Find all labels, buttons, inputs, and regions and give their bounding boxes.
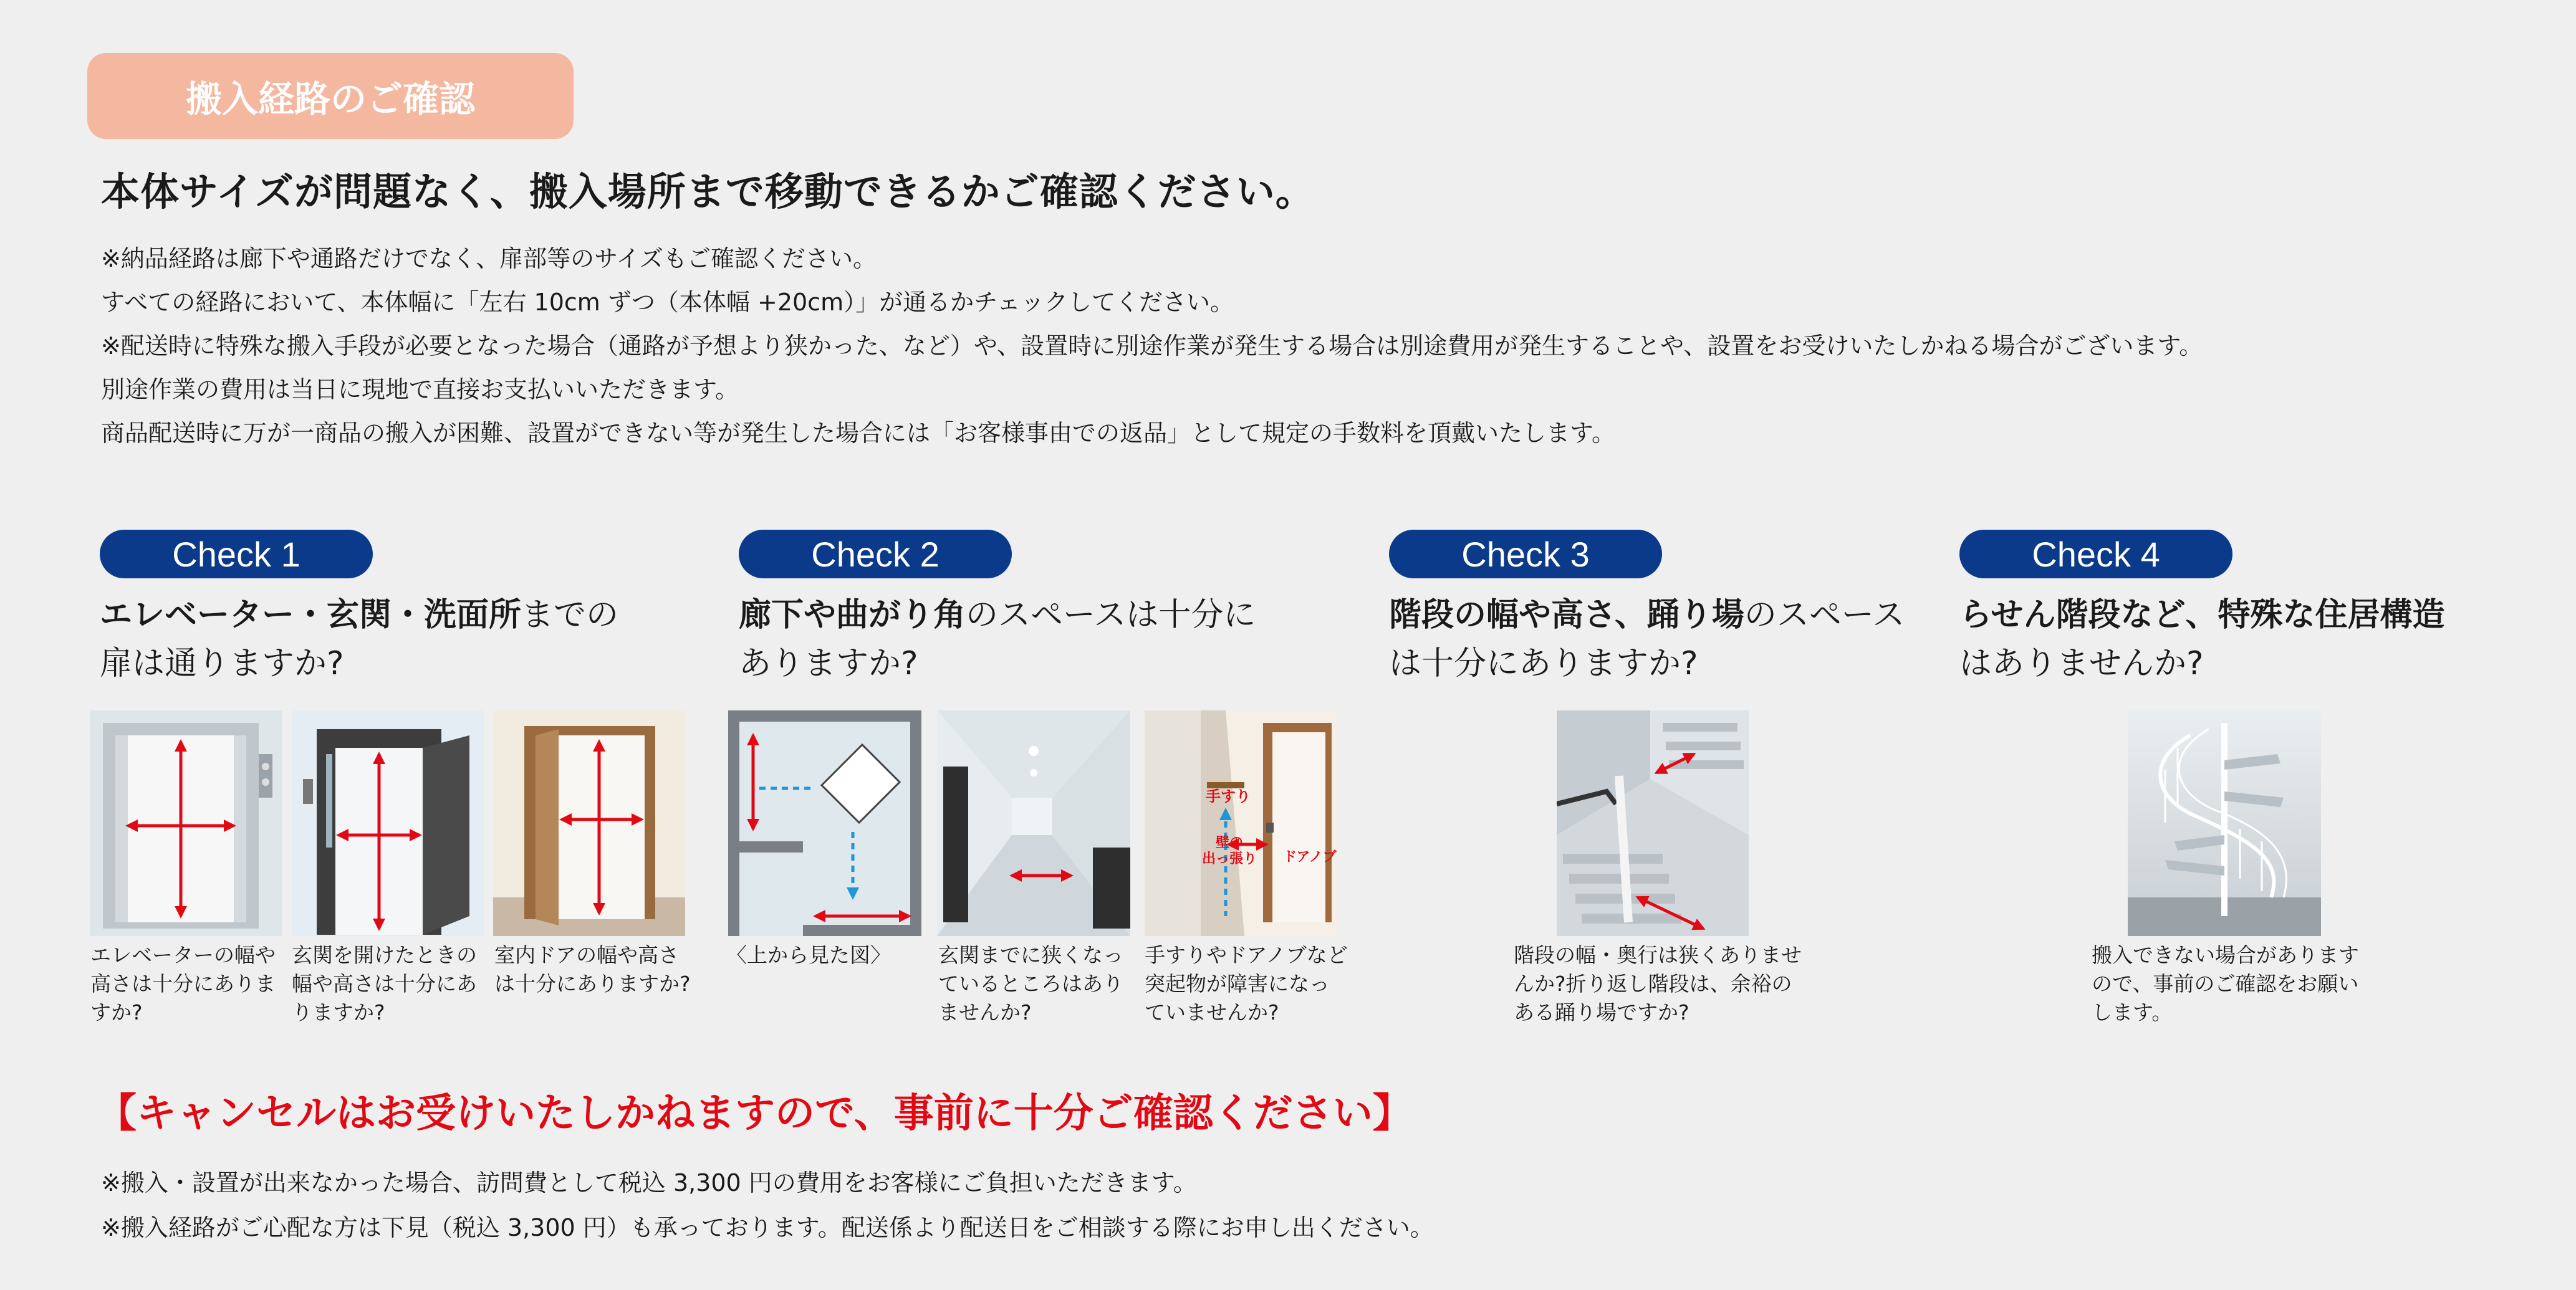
check-4-badge: Check 4 xyxy=(1959,530,2232,578)
note-line: ※配送時に特殊な搬入手段が必要となった場合（通路が予想より狭かった、など）や、設置時に別途作業が発生する場合は別途費用が発生することや、設置をお受けいたしかねる場合がございます。 xyxy=(101,332,2203,360)
handrail-illustration xyxy=(1145,710,1337,936)
spiral-staircase-illustration xyxy=(2128,710,2321,936)
check-4-title: らせん階段など、特殊な住居構造 はありませんか? xyxy=(1959,596,2445,682)
footer-note-line: ※搬入経路がご心配な方は下見（税込 3,300 円）も承っております。配送係より配送日をご相談する際にお申し出ください。 xyxy=(101,1214,1434,1241)
cancel-warning: 【キャンセルはお受けいたしかねますので、事前に十分ご確認ください】 xyxy=(97,1091,1413,1137)
check-1-title: エレベーター・玄関・洗面所までの 扉は通りますか? xyxy=(100,596,619,682)
corridor-topview-illustration xyxy=(728,710,921,936)
staircase-illustration xyxy=(1557,710,1749,936)
interior-door-illustration xyxy=(493,710,685,936)
headline: 本体サイズが問題なく、搬入場所まで移動できるかご確認ください。 xyxy=(101,169,1315,214)
caption-elevator: エレベーターの幅や 高さは十分にありま すか? xyxy=(90,943,276,1025)
caption-interior-door: 室内ドアの幅や高さ は十分にありますか? xyxy=(494,943,691,996)
footer-notes xyxy=(101,1160,1434,1250)
hallway-illustration xyxy=(937,710,1130,936)
wall-protrusion-label: 壁の 出っ張り xyxy=(1202,835,1257,867)
check-2-badge: Check 2 xyxy=(739,530,1012,578)
handrail-label: 手すり xyxy=(1206,788,1251,805)
notes-block xyxy=(101,237,2203,455)
caption-topview: 〈上から見た図〉 xyxy=(726,943,891,967)
note-line: 商品配送時に万が一商品の搬入が困難、設置ができない等が発生した場合には「お客様事由での返品」として規定の手数料を頂戴いたします。 xyxy=(101,419,1615,447)
caption-handrail: 手すりやドアノブなど 突起物が障害になっ ていませんか? xyxy=(1145,943,1348,1025)
caption-staircase: 階段の幅・奥行は狭くありませ んか?折り返し階段は、余裕の ある踊り場ですか? xyxy=(1514,943,1802,1025)
check-1-badge: Check 1 xyxy=(100,530,373,578)
caption-hallway: 玄関までに狭くなっ ているところはあり ませんか? xyxy=(938,943,1123,1025)
doorknob-label: ドアノブ xyxy=(1283,849,1337,865)
entrance-door-illustration xyxy=(292,710,484,936)
check-3-title: 階段の幅や高さ、踊り場のスペース は十分にありますか? xyxy=(1389,596,1905,682)
note-line: ※納品経路は廊下や通路だけでなく、扉部等のサイズもご確認ください。 xyxy=(101,245,877,272)
caption-spiral: 搬入できない場合があります ので、事前のご確認をお願い します。 xyxy=(2092,943,2359,1025)
note-line: すべての経路において、本体幅に「左右 10cm ずつ（本体幅 +20cm）」が通るかチェックしてください。 xyxy=(101,289,1234,316)
section-label: 搬入経路のご確認 xyxy=(87,53,574,139)
footer-note-line: ※搬入・設置が出来なかった場合、訪問費として税込 3,300 円の費用をお客様にご負担いただきます。 xyxy=(101,1169,1197,1197)
check-2-title: 廊下や曲がり角のスペースは十分に ありますか? xyxy=(739,596,1256,682)
elevator-illustration xyxy=(90,710,282,936)
note-line: 別途作業の費用は当日に現地で直接お支払いいただきます。 xyxy=(101,376,739,403)
caption-entrance: 玄関を開けたときの 幅や高さは十分にあ りますか? xyxy=(292,943,477,1025)
check-3-badge: Check 3 xyxy=(1389,530,1662,578)
